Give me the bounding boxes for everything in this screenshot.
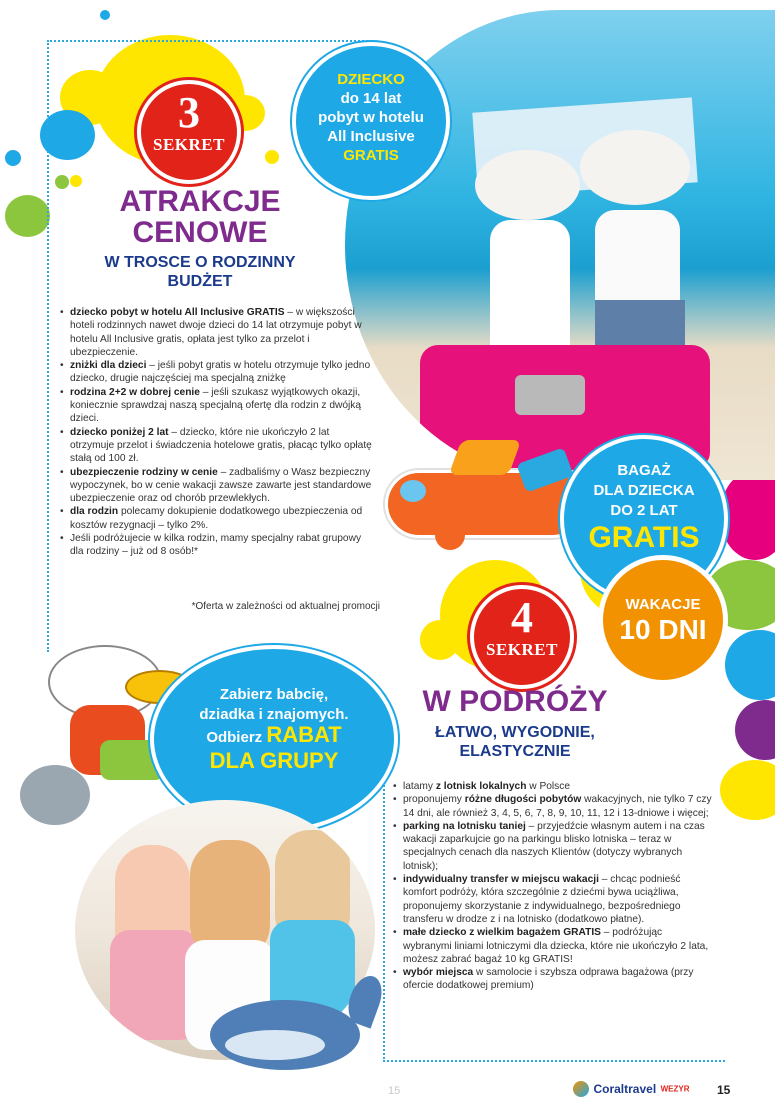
section1-title-line1: ATRAKCJE (119, 185, 281, 218)
group-badge-line1: Zabierz babcię, (219, 686, 329, 703)
luggage-badge-line1: BAGAŻ (617, 462, 671, 479)
section1-subtitle (60, 253, 340, 291)
sekret-3-badge (137, 80, 241, 184)
list-item: • dziecko pobyt w hotelu All Inclusive GRATIS – w większości hoteli rodzinnych nawet dwoje dzieci do 14 lat otrzymuje pobyt w hotelu All Inclusive gratis, opłata jest tylko za przelot i ubezpieczenie. (60, 306, 375, 359)
sekret-3-number: 3 (178, 88, 200, 137)
section2-title: W PODRÓŻY (422, 685, 608, 718)
group-badge-line3: Odbierz (206, 729, 263, 746)
child-free-badge (292, 42, 450, 200)
section2-list (393, 780, 713, 993)
luggage-badge-line3: DO 2 LAT (610, 502, 678, 519)
list-item: • parking na lotnisku taniej – przyjedźcie własnym autem i na czas wakacji zaparkujcie go na parkingu blisko lotniska – teraz w specjalnych cenach dla naszych Klientów (dotyczy wybranych lotnisk); (393, 820, 713, 873)
section1-title (80, 186, 320, 248)
list-item: • małe dziecko z wielkim bagażem GRATIS – podróżując wybranymi liniami lotniczymi dla dziecka, które nie ukończyło 2 lata, możesz zabrać bagaż 10 kg GRATIS! (393, 926, 713, 966)
suitcase-handle (515, 375, 585, 415)
list-item: • latamy z lotnisk lokalnych w Polsce (393, 780, 713, 793)
list-item: • proponujemy różne długości pobytów wakacyjnych, nie tylko 7 czy 14 dni, ale również 3, 4, 5, 6, 7, 8, 9, 10, 11, 12 i 13-dniowe i więcej; (393, 793, 713, 820)
section1-title-line2: CENOWE (132, 216, 268, 249)
sekret-4-number: 4 (511, 593, 533, 642)
list-item: • zniżki dla dzieci – jeśli pobyt gratis w hotelu otrzymuje tylko jedno dziecko, drugie najczęściej ma specjalną zniżkę (60, 359, 375, 386)
girl-body-left (490, 220, 570, 360)
child-badge-line1: DZIECKO (337, 71, 405, 88)
section2-subtitle-line1: ŁATWO, WYGODNIE, (435, 724, 595, 741)
section1-footnote: *Oferta w zależności od aktualnej promocji (191, 601, 380, 612)
wezyr-brand: WEZYR (660, 1084, 690, 1094)
child-badge-line5: GRATIS (343, 147, 399, 164)
section1-list (60, 306, 375, 559)
luggage-badge-line4: GRATIS (588, 521, 700, 554)
child-badge-line3: pobyt w hotelu (318, 109, 424, 126)
sekret-4-badge (470, 585, 574, 689)
page-number: 15 (717, 1083, 731, 1097)
coral-logo-icon (573, 1081, 589, 1097)
list-item: • indywidualny transfer w miejscu wakacji – chcąc podnieść komfort podróży, która szczególnie z dziećmi bywa uciążliwa, proponujemy skorzystanie z indywidualnego, bezpośredniego transferu w drodze z i na lotnisko (dodatkowo płatne). (393, 873, 713, 926)
section1-subtitle-line2: BUDŻET (167, 273, 233, 290)
holiday-badge-line2: 10 DNI (619, 614, 707, 645)
holiday-badge-line1: WAKACJE (625, 596, 701, 613)
child-badge-line2: do 14 lat (340, 90, 402, 107)
section1-subtitle-line1: W TROSCE O RODZINNY (104, 254, 296, 271)
list-item: • dla rodzin polecamy dokupienie dodatkowego ubezpieczenia od kosztów rezygnacji – tylko 2%. (60, 505, 375, 532)
section2-subtitle-line2: ELASTYCZNIE (459, 743, 571, 760)
holiday-10-days-badge (598, 555, 728, 685)
child-badge-line4: All Inclusive (327, 128, 415, 145)
list-item: • dziecko poniżej 2 lat – dziecko, które nie ukończyło 2 lat otrzymuje przelot i świadczenia hotelowe gratis, płacąc tylko opłatę stałą od 100 zł. (60, 426, 375, 466)
girl-hat-right (580, 130, 690, 205)
coral-logo (573, 1080, 690, 1098)
list-item: • Jeśli podróżujecie w kilka rodzin, mamy specjalny rabat grupowy dla rodziny – już od 8 osób!* (60, 532, 375, 559)
section2-subtitle (400, 723, 630, 761)
faint-page-number: 15 (388, 1085, 401, 1097)
group-badge-line2: dziadka i znajomych. (199, 706, 349, 723)
coral-brand: Coraltravel (593, 1081, 657, 1096)
group-badge-line5: DLA GRUPY (209, 748, 339, 773)
luggage-badge-line2: DLA DZIECKA (593, 482, 695, 499)
group-badge-line4: RABAT (266, 722, 342, 747)
list-item: • ubezpieczenie rodziny w cenie – zadbaliśmy o Wasz bezpieczny wypoczynek, bo w cenie wakacji zawsze zawarte jest standardowe ubezpieczenie oraz od chorób przewlekłych. (60, 466, 375, 506)
sekret-4-label: SEKRET (486, 640, 558, 659)
girl-hat-left (475, 150, 580, 220)
list-item: • rodzina 2+2 w dobrej cenie – jeśli szukasz wyjątkowych okazji, koniecznie sprawdzaj naszą specjalną ofertę dla rodzin z dwójką dzieci. (60, 386, 375, 426)
sekret-3-label: SEKRET (153, 135, 225, 154)
list-item: • wybór miejsca w samolocie i szybsza odprawa bagażowa (przy ofercie dodatkowej premium) (393, 966, 713, 993)
